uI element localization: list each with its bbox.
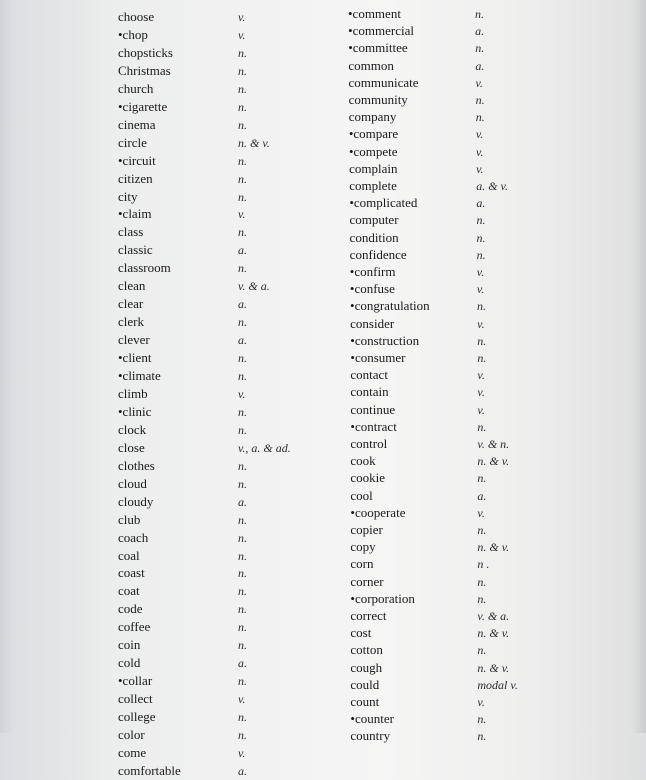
headword: coffee [118,619,151,635]
headword: •committee [348,40,408,56]
headword: country [350,728,391,744]
word-entry [330,487,630,505]
part-of-speech: n. [476,213,486,228]
word-entry [0,152,300,170]
page-shadow-right [632,0,646,733]
word-entry [330,435,630,453]
headword: could [350,676,380,692]
part-of-speech: v. [476,282,485,297]
part-of-speech: n. [238,369,247,383]
part-of-speech: v. & a. [477,609,510,623]
part-of-speech: n . [477,557,490,572]
word-entry [330,521,630,539]
part-of-speech: v. & n. [477,437,510,451]
part-of-speech: modal v. [477,677,518,692]
word-entry [330,297,630,315]
part-of-speech: n. & v. [477,660,510,675]
headword: •consumer [350,350,406,365]
headword: cook [350,453,376,469]
word-entry [330,676,630,694]
headword: close [118,439,145,455]
headword: •construction [350,332,420,348]
word-entry [330,246,630,264]
headword: •collar [118,673,153,689]
word-entry [0,439,300,457]
headword: cool [350,487,373,503]
part-of-speech: v. [238,27,246,42]
word-entry [330,349,630,367]
headword: clock [118,421,147,437]
part-of-speech: v. [238,745,246,760]
part-of-speech: a. [238,656,247,671]
part-of-speech: n. [238,63,247,78]
word-entry [330,263,630,281]
word-entry [0,493,300,511]
headword: city [118,188,138,204]
headword: coal [118,547,140,563]
headword: cough [350,659,383,675]
word-entry [0,529,300,547]
word-entry [330,108,630,126]
word-entry [330,177,630,195]
headword: chopsticks [118,44,173,60]
headword: cotton [350,642,383,658]
part-of-speech: n. & v. [477,540,510,555]
part-of-speech: n. [477,351,487,365]
headword: Christmas [118,62,171,78]
word-entry [330,538,630,556]
headword: complete [349,178,397,193]
part-of-speech: v. [238,386,246,401]
headword: control [350,436,388,451]
word-entry [330,641,630,659]
headword: choose [118,9,155,24]
word-entry [330,573,630,591]
word-entry [0,313,300,331]
part-of-speech: n. [238,225,247,240]
word-entry [330,401,630,419]
part-of-speech: n. [238,422,247,437]
part-of-speech: a. [238,333,247,348]
part-of-speech: a. [238,494,247,509]
part-of-speech: n. [238,548,247,563]
headword: church [118,80,154,96]
part-of-speech: n. [477,419,487,434]
part-of-speech: n. [477,471,487,486]
word-entry [0,654,300,672]
part-of-speech: n. & v. [477,626,510,641]
headword: consider [350,315,395,331]
part-of-speech: a. [475,24,485,39]
headword: collect [118,691,153,707]
word-entry [330,555,630,573]
headword: contact [350,367,388,383]
headword: condition [349,229,399,245]
word-entry [0,511,300,529]
word-entry [330,659,630,677]
part-of-speech: v. [477,385,485,400]
word-entry [0,744,300,762]
word-entry [330,22,630,40]
part-of-speech: n. [238,728,247,742]
part-of-speech: v. & a. [238,279,270,294]
part-of-speech: n. & v. [238,135,270,150]
headword: •confuse [349,281,395,297]
part-of-speech: v. [476,161,484,176]
word-entry [330,39,630,57]
part-of-speech: v. [477,695,485,709]
word-entry [330,452,630,470]
word-entry [330,315,630,333]
word-entry [330,469,630,487]
part-of-speech: n. [238,710,247,725]
part-of-speech: n. [238,530,247,545]
part-of-speech: n. [238,189,247,204]
headword: coat [118,583,140,599]
headword: clear [118,296,144,312]
word-entry [0,708,300,726]
part-of-speech: v. [475,127,484,142]
word-entry [0,618,300,636]
word-entry [330,366,630,384]
headword: communicate [348,74,419,90]
word-entry [330,332,630,350]
headword: club [118,511,141,527]
headword: common [348,57,394,73]
word-entry [330,504,630,522]
part-of-speech: n. [238,81,247,96]
part-of-speech: n. [477,643,487,658]
part-of-speech: v. [477,402,485,417]
word-entry [0,475,300,493]
headword: •client [118,350,152,366]
headword: computer [349,212,399,228]
headword: •clinic [118,403,152,419]
part-of-speech: v. [475,144,484,159]
word-entry [330,125,630,143]
word-entry [0,385,300,403]
headword: •commercial [348,23,415,39]
headword: complain [349,160,398,176]
word-entry [330,710,630,728]
word-entry [0,259,300,277]
part-of-speech: v. [477,316,485,331]
headword: classroom [118,260,171,276]
word-entry [0,636,300,654]
word-entry [330,624,630,642]
headword: count [350,694,380,709]
word-entry [0,205,300,223]
headword: •compare [348,126,399,142]
part-of-speech: n. [238,351,247,366]
part-of-speech: n. [475,93,485,107]
headword: cold [118,655,141,671]
headword: •complicated [349,195,418,211]
word-entry [0,582,300,600]
headword: •congratulation [350,298,430,314]
headword: clothes [118,457,155,473]
headword: comfortable [118,762,181,778]
headword: climb [118,385,148,401]
headword: cloud [118,475,147,491]
word-entry [0,8,300,26]
word-entry [0,170,300,188]
headword: classic [118,242,153,258]
part-of-speech: n. [238,638,247,653]
word-entry [0,600,300,618]
word-entry [330,5,630,23]
headword: clean [118,278,146,294]
word-entry [0,349,300,367]
headword: coach [118,529,149,545]
part-of-speech: a. [238,243,247,258]
part-of-speech: v. [238,207,246,222]
word-entry [0,367,300,385]
part-of-speech: a. [475,58,485,73]
word-entry [0,116,300,134]
word-entry [330,211,630,229]
word-entry [330,143,630,161]
word-entry [0,26,300,44]
part-of-speech: n. [477,333,487,348]
part-of-speech: n. [238,476,247,491]
part-of-speech: n. [477,729,487,744]
part-of-speech: n. [238,45,247,60]
word-entry [330,57,630,75]
headword: •comment [348,6,401,21]
word-entry [0,331,300,349]
part-of-speech: n. [476,230,486,245]
word-entry [330,383,630,401]
word-entry [0,690,300,708]
part-of-speech: n. [477,712,487,727]
word-entry [330,693,630,711]
word-entry [330,418,630,436]
headword: cookie [350,470,386,486]
part-of-speech: n. [238,602,247,617]
word-entry [0,80,300,98]
headword: coast [118,565,145,581]
part-of-speech: v. [475,75,483,90]
word-entry [0,134,300,152]
headword: corner [350,573,384,589]
headword: •compete [348,143,398,159]
word-entry [0,726,300,744]
word-entry [0,223,300,241]
headword: company [348,109,397,125]
word-entry [0,672,300,690]
headword: •cigarette [118,98,168,114]
headword: confidence [349,246,407,262]
headword: corn [350,556,374,572]
part-of-speech: n. [238,620,247,635]
part-of-speech: n. [238,117,247,132]
part-of-speech: n. [475,7,484,21]
word-entry [0,44,300,62]
part-of-speech: n. [238,404,247,419]
headword: •contract [350,418,397,434]
part-of-speech: n. [238,566,247,581]
word-entry [330,229,630,247]
headword: copier [350,522,383,537]
part-of-speech: n. [475,41,485,56]
part-of-speech: n. [475,110,485,125]
word-entry [0,98,300,116]
headword: color [118,727,145,742]
headword: •cooperate [350,504,406,520]
headword: •climate [118,368,161,383]
part-of-speech: n. [477,299,487,314]
headword: class [118,224,144,240]
word-entry [0,547,300,565]
part-of-speech: v. [238,692,246,707]
part-of-speech: a. [238,297,247,312]
part-of-speech: n. [238,261,247,276]
part-of-speech: n. [477,523,487,537]
word-entry [0,564,300,582]
word-entry [0,403,300,421]
part-of-speech: n. [238,584,247,599]
headword: circle [118,134,147,150]
part-of-speech: a. [238,763,247,778]
headword: •claim [118,206,152,222]
headword: code [118,601,143,617]
headword: •circuit [118,152,156,168]
word-entry [0,241,300,259]
headword: •counter [350,711,394,727]
part-of-speech: n. [238,512,247,527]
word-entry [0,62,300,80]
headword: •chop [118,26,148,42]
part-of-speech: n. [238,674,247,689]
part-of-speech: n. [238,458,247,473]
part-of-speech: a. & v. [476,179,508,193]
headword: cinema [118,116,156,132]
word-entry [330,590,630,608]
word-entry [0,421,300,439]
part-of-speech: v. [477,368,485,383]
part-of-speech: n. & v. [477,454,510,469]
headword: •corporation [350,590,415,606]
part-of-speech: n. [476,247,486,262]
headword: cost [350,625,372,641]
part-of-speech: v. [477,505,485,520]
headword: correct [350,608,387,623]
word-entry [330,607,630,625]
headword: cloudy [118,493,154,509]
word-entry [330,91,630,109]
part-of-speech: n. [477,591,487,606]
headword: come [118,744,147,760]
word-entry [330,727,630,745]
headword: copy [350,539,376,555]
part-of-speech: v. [476,265,485,279]
word-entry [0,295,300,313]
part-of-speech: n. [238,315,247,330]
word-entry [0,277,300,295]
word-entry [330,280,630,298]
headword: college [118,709,156,725]
part-of-speech: n. [477,574,487,589]
headword: contain [350,384,389,400]
headword: community [348,92,408,107]
word-entry [0,188,300,206]
part-of-speech: v. [238,10,246,24]
headword: continue [350,401,396,417]
headword: coin [118,637,141,653]
part-of-speech: n. [238,99,247,114]
part-of-speech: a. [477,488,487,503]
part-of-speech: n. [238,171,247,186]
headword: clerk [118,314,144,330]
headword: •confirm [349,264,396,279]
word-entry [330,74,630,92]
part-of-speech: a. [476,196,486,211]
part-of-speech: n. [238,153,247,168]
word-entry [330,160,630,178]
headword: clever [118,332,150,348]
word-entry [0,457,300,475]
word-entry [0,762,300,780]
headword: citizen [118,170,153,186]
word-entry [330,194,630,212]
part-of-speech: v., a. & ad. [238,440,291,455]
